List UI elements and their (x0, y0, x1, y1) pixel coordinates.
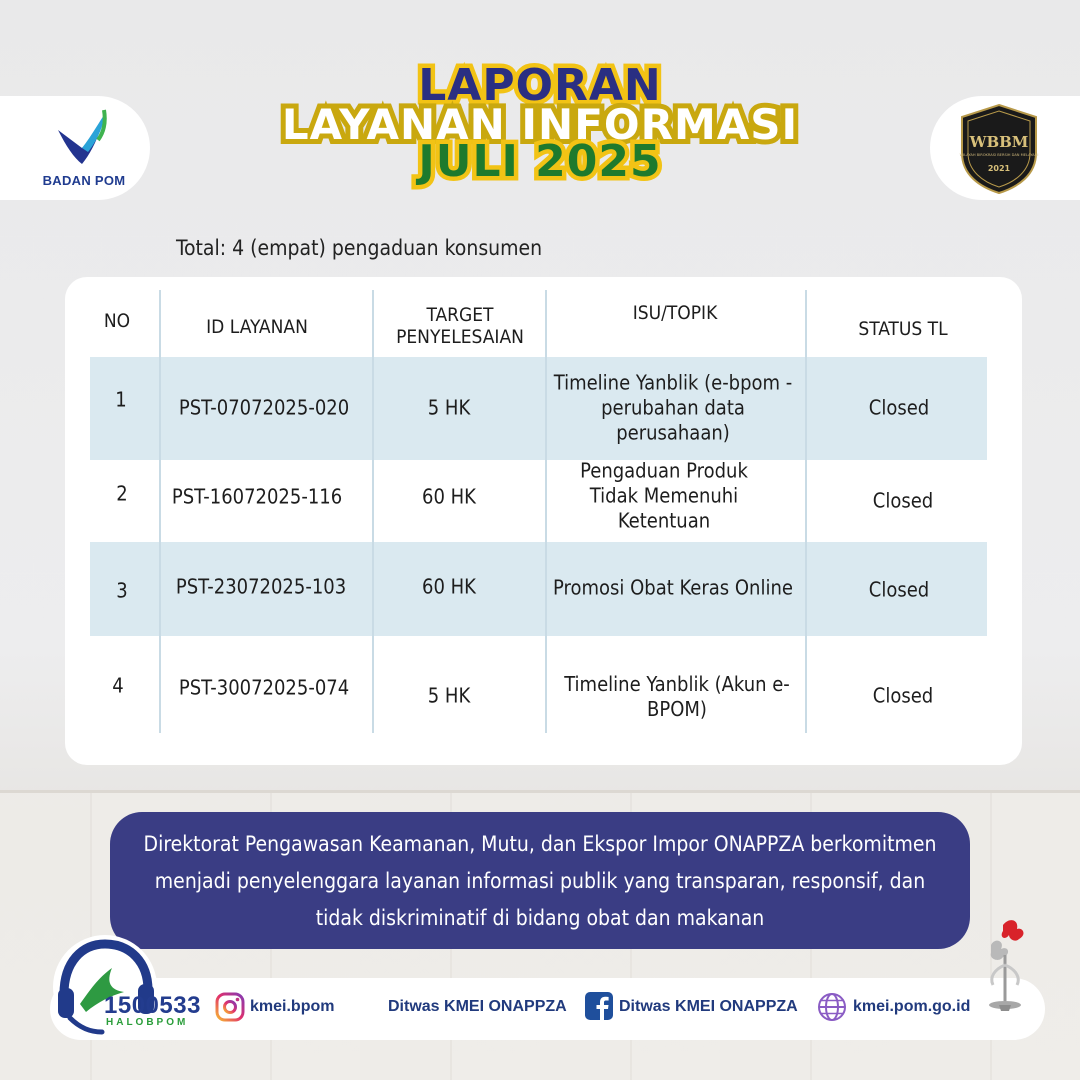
row-4-status: Closed (872, 683, 934, 708)
ditwas-label[interactable]: Ditwas KMEI ONAPPZA (388, 998, 567, 1015)
row-1-target: 5 HK (427, 395, 471, 420)
commitment-statement: Direktorat Pengawasan Keamanan, Mutu, dan Ekspor Impor ONAPPZA berkomitmen menjadi penyelenggara layanan informasi publik yang transparan, responsif, dan tidak diskriminatif di bidang obat dan makanan (110, 812, 970, 949)
total-complaints: Total: 4 (empat) pengaduan konsumen (176, 236, 543, 260)
title-line-3: JULI 2025 (418, 136, 662, 187)
badan-pom-logo-icon (52, 108, 112, 168)
hotline-label: HALOBPOM (106, 1017, 189, 1028)
wbbm-name: WBBM (969, 133, 1029, 151)
title-line-2: LAYANAN INFORMASI (281, 100, 799, 149)
wbbm-subtitle: WILAYAH BIROKRASI BERSIH DAN MELAYANI (959, 153, 1039, 157)
row-2-no: 2 (116, 481, 128, 506)
row-2-isu: Pengaduan Produk Tidak Memenuhi Ketentuan (580, 458, 748, 533)
complaints-table (65, 277, 1022, 765)
row-1-isu: Timeline Yanblik (e-bpom - perubahan data perusahaan) (553, 370, 793, 445)
row-1-id: PST-07072025-020 (178, 395, 350, 420)
row-4-target: 5 HK (427, 683, 471, 708)
floor-edge (0, 790, 1080, 793)
instagram-icon (215, 992, 245, 1022)
header-no: NO (103, 310, 131, 332)
row-3-target: 60 HK (422, 574, 476, 599)
hotline-number: 1500533 (104, 992, 201, 1019)
row-1-no: 1 (115, 387, 127, 412)
row-3-status: Closed (868, 577, 930, 602)
row-1-status: Closed (868, 395, 930, 420)
row-2-target: 60 HK (422, 484, 476, 509)
column-divider (159, 290, 161, 733)
wbbm-year: 2021 (987, 164, 1011, 173)
facebook-icon (585, 992, 613, 1020)
row-2-id: PST-16072025-116 (171, 484, 343, 509)
row-4-id: PST-30072025-074 (178, 675, 350, 700)
row-3-no: 3 (116, 578, 128, 603)
column-divider (545, 290, 547, 733)
row-4-no: 4 (112, 673, 124, 698)
column-divider (805, 290, 807, 733)
onappza-mascot-icon (975, 915, 1035, 1015)
badan-pom-logo-text: BADAN POM (42, 173, 126, 188)
header-isu-topik: ISU/TOPIK (632, 302, 718, 324)
header-id-layanan: ID LAYANAN (206, 316, 308, 338)
header-status: STATUS TL (858, 318, 948, 340)
report-title (240, 60, 840, 187)
website-link[interactable]: kmei.pom.go.id (853, 998, 971, 1015)
header-target: TARGET PENYELESAIAN (396, 304, 524, 348)
row-3-id: PST-23072025-103 (175, 574, 347, 599)
row-3-isu: Promosi Obat Keras Online (553, 575, 793, 600)
row-4-isu: Timeline Yanblik (Akun e-BPOM) (564, 672, 790, 721)
row-2-status: Closed (872, 488, 934, 513)
column-divider (372, 290, 374, 733)
wbbm-shield-icon (958, 103, 1040, 195)
facebook-page[interactable]: Ditwas KMEI ONAPPZA (619, 998, 798, 1015)
instagram-handle[interactable]: kmei.bpom (250, 998, 335, 1015)
title-line-1: LAPORAN (418, 60, 662, 111)
globe-icon (817, 992, 847, 1022)
